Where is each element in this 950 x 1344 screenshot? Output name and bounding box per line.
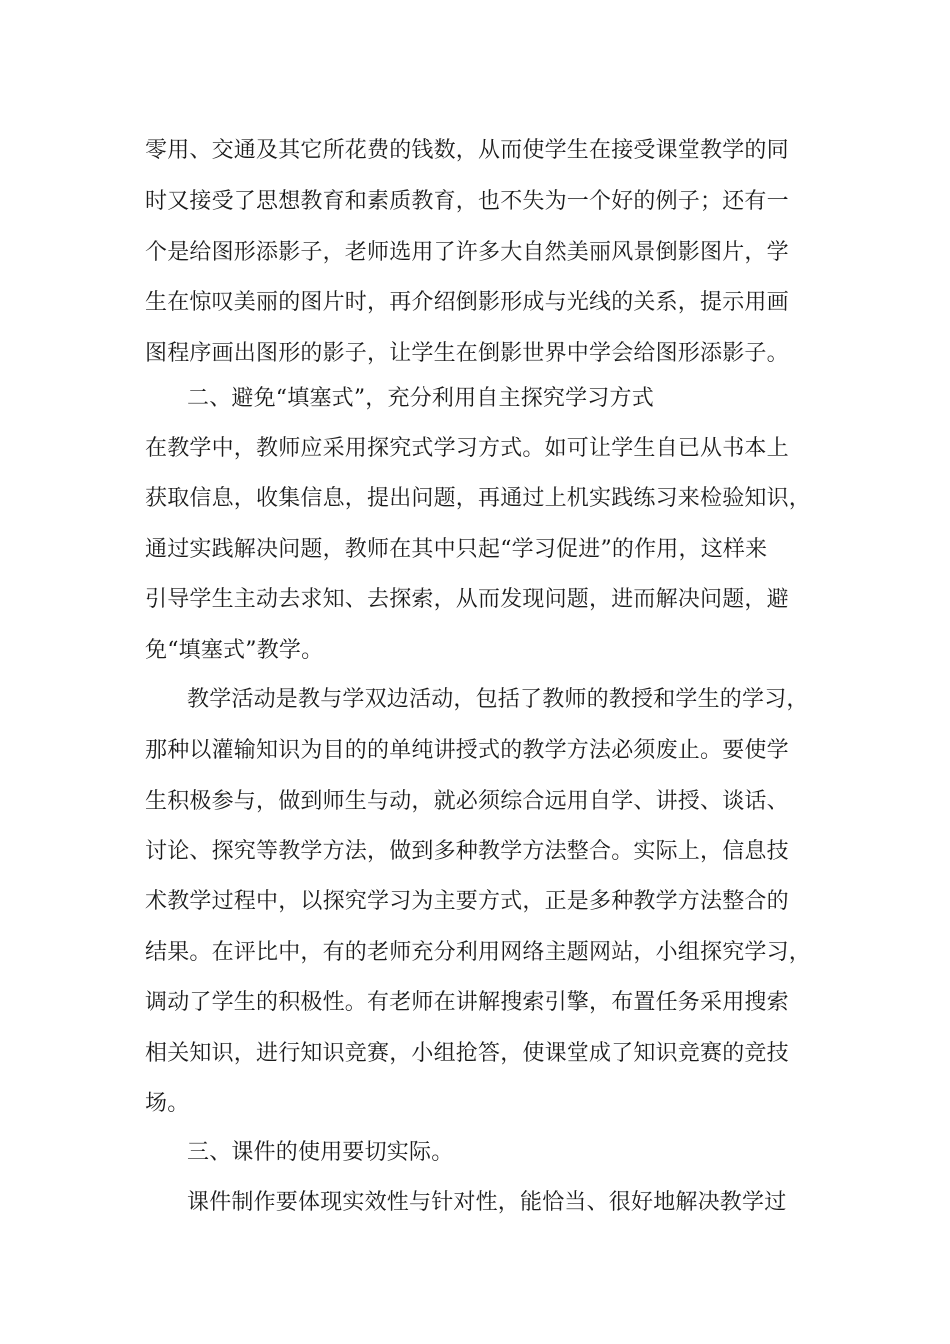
text-line: 术教学过程中，以探究学习为主要方式，正是多种教学方法整合的 [145,889,789,914]
text-line: 个是给图形添影子，老师选用了许多大自然美丽风景倒影图片，学 [145,240,789,265]
text-line: 那种以灌输知识为目的的单纯讲授式的教学方法必须废止。要使学 [145,738,789,763]
text-line: 通过实践解决问题，教师在其中只起“学习促进”的作用，这样来 [145,537,768,562]
section-heading: 二、避免“填塞式”，充分利用自主探究学习方式 [187,386,654,411]
text-line: 免“填塞式”教学。 [145,638,324,663]
text-line: 讨论、探究等教学方法，做到多种教学方法整合。实际上，信息技 [145,839,789,864]
paragraph-start: 教学活动是教与学双边活动，包括了教师的教授和学生的学习， [187,687,809,712]
text-line: 图程序画出图形的影子，让学生在倒影世界中学会给图形添影子。 [145,341,789,366]
text-line: 零用、交通及其它所花费的钱数，从而使学生在接受课堂教学的同 [145,138,789,163]
text-line: 相关知识，进行知识竞赛，小组抢答，使课堂成了知识竞赛的竞技 [145,1041,789,1066]
text-line: 生在惊叹美丽的图片时，再介绍倒影形成与光线的关系，提示用画 [145,290,789,315]
text-line: 结果。在评比中，有的老师充分利用网络主题网站，小组探究学习， [145,940,812,965]
paragraph-start: 课件制作要体现实效性与针对性，能恰当、很好地解决教学过 [187,1190,787,1215]
text-line: 调动了学生的积极性。有老师在讲解搜索引擎，布置任务采用搜索 [145,990,789,1015]
text-line: 生积极参与，做到师生与动，就必须综合远用自学、讲授、谈话、 [145,789,789,814]
text-line: 场。 [145,1091,190,1116]
text-line: 获取信息，收集信息，提出问题，再通过上机实践练习来检验知识， [145,486,812,511]
text-line: 时又接受了思想教育和素质教育，也不失为一个好的例子；还有一 [145,189,789,214]
text-line: 在教学中，教师应采用探究式学习方式。如可让学生自已从书本上 [145,436,789,461]
section-heading: 三、课件的使用要切实际。 [187,1140,454,1165]
text-line: 引导学生主动去求知、去探索，从而发现问题，进而解决问题，避 [145,587,789,612]
